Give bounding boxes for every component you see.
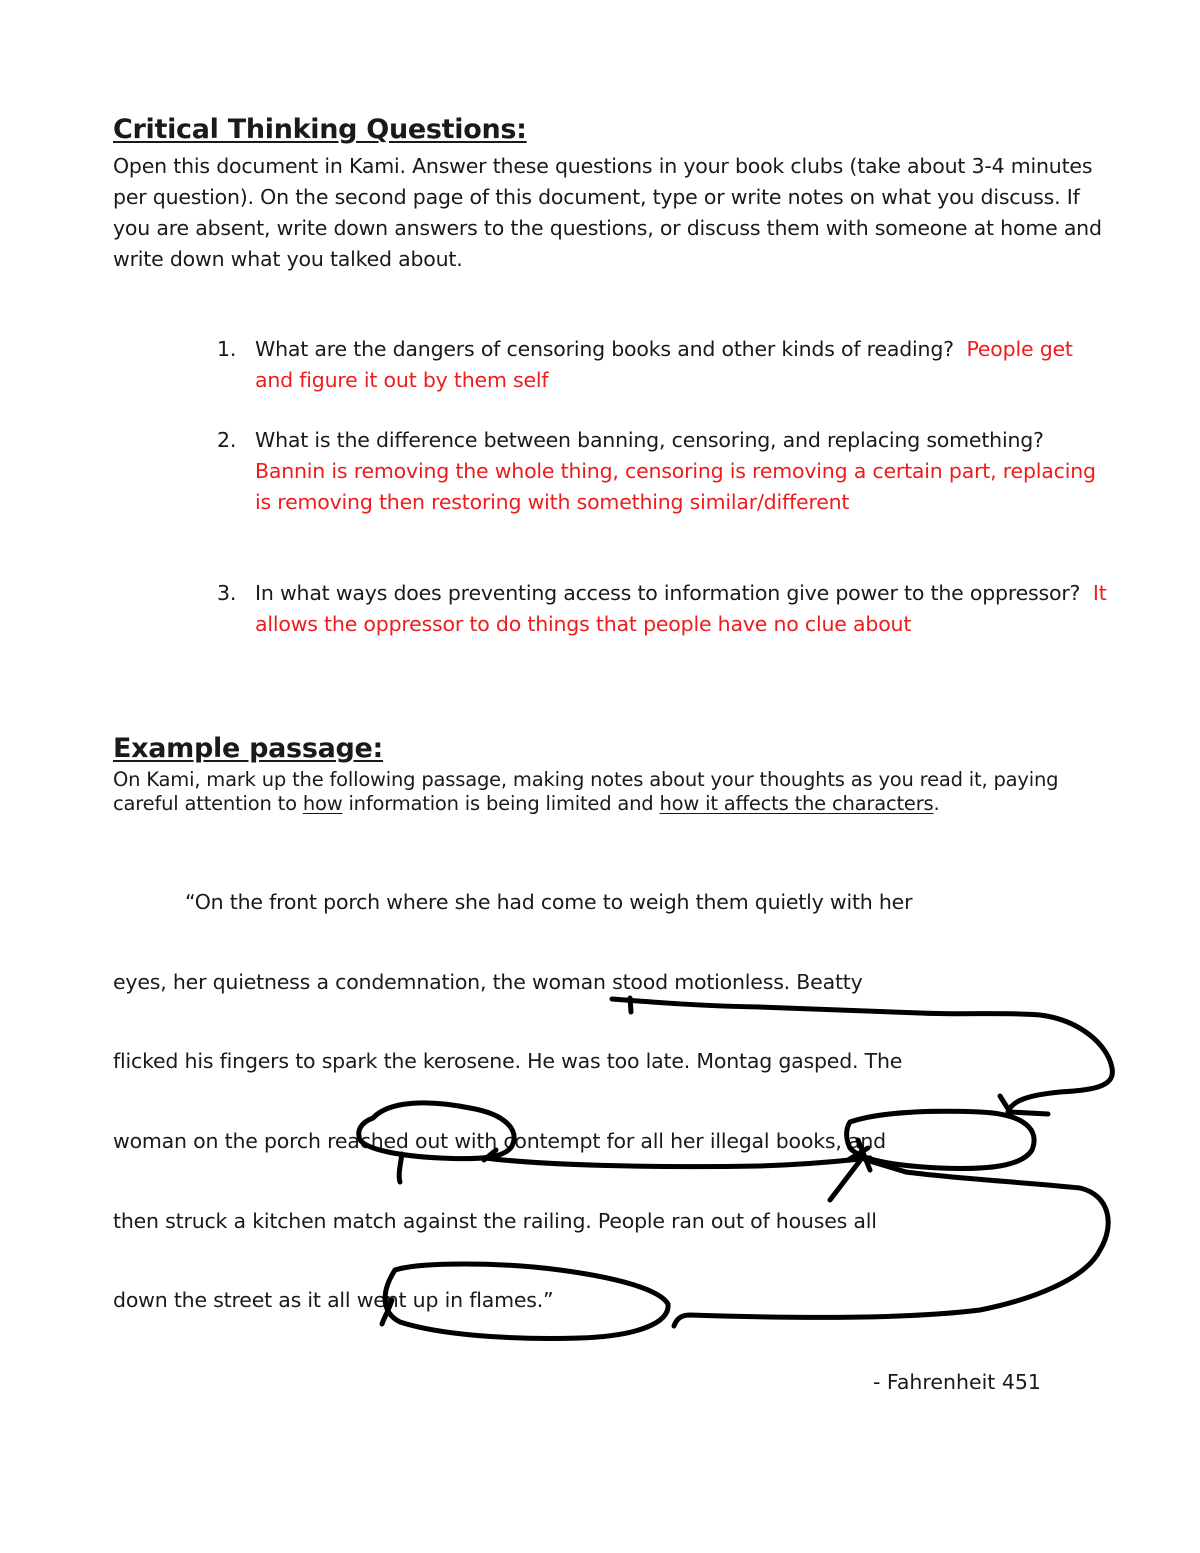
arrow-tick-woman bbox=[630, 998, 631, 1012]
passage-line: flicked his fingers to spark the kerosene. He was too late. Montag gasped. The bbox=[113, 1049, 903, 1073]
passage-line: woman on the porch reached out with contempt for all her illegal books, and bbox=[113, 1129, 886, 1153]
instructions-text: . bbox=[933, 792, 940, 815]
example-passage-heading: Example passage: bbox=[113, 733, 384, 764]
underlined-how: how bbox=[302, 792, 343, 815]
question-item bbox=[217, 425, 1115, 518]
attribution: - Fahrenheit 451 bbox=[873, 1370, 1041, 1394]
question-number: 3. bbox=[217, 581, 237, 605]
intro-paragraph: Open this document in Kami. Answer these questions in your book clubs (take about 3-4 minutes per question). On the second page of this document, type or write notes on what you discuss. If you are absent, write down answers to the questions, or discuss them with someone at home and write down what you talked about. bbox=[113, 154, 1102, 271]
critical-thinking-heading: Critical Thinking Questions: bbox=[113, 114, 527, 145]
answer-text[interactable]: It allows the oppressor to do things that people have no clue about bbox=[255, 581, 1107, 636]
passage-instructions bbox=[113, 768, 1103, 816]
passage-line: “On the front porch where she had come to weigh them quietly with her bbox=[185, 890, 913, 914]
instructions-text: information is being limited and bbox=[342, 792, 660, 815]
connector-line bbox=[485, 1158, 870, 1167]
question-text: What are the dangers of censoring books and other kinds of reading? bbox=[255, 337, 954, 361]
passage-line: eyes, her quietness a condemnation, the woman stood motionless. Beatty bbox=[113, 970, 863, 994]
passage-line: down the street as it all went up in flames.” bbox=[113, 1288, 554, 1312]
instructions-text: On Kami, mark up the following passage, making notes about your thoughts as you read it, paying careful attention to bbox=[113, 768, 1059, 815]
reached-out-tail bbox=[399, 1154, 402, 1182]
question-text: In what ways does preventing access to information give power to the oppressor? bbox=[255, 581, 1081, 605]
question-text: What is the difference between banning, censoring, and replacing something? bbox=[255, 428, 1044, 452]
answer-text[interactable]: Bannin is removing the whole thing, censoring is removing a certain part, replacing is removing then restoring with something similar/different bbox=[255, 459, 1096, 514]
loop-to-flames bbox=[674, 1172, 1108, 1326]
underlined-how-it-affects: how it affects the characters bbox=[659, 792, 934, 815]
question-item bbox=[217, 578, 1115, 640]
passage-line: then struck a kitchen match against the railing. People ran out of houses all bbox=[113, 1209, 877, 1233]
question-number: 1. bbox=[217, 337, 237, 361]
arrowhead-right bbox=[1000, 1096, 1048, 1114]
question-number: 2. bbox=[217, 428, 237, 452]
answer-text[interactable]: People get and figure it out by them self bbox=[255, 337, 1073, 392]
question-item bbox=[217, 334, 1115, 396]
